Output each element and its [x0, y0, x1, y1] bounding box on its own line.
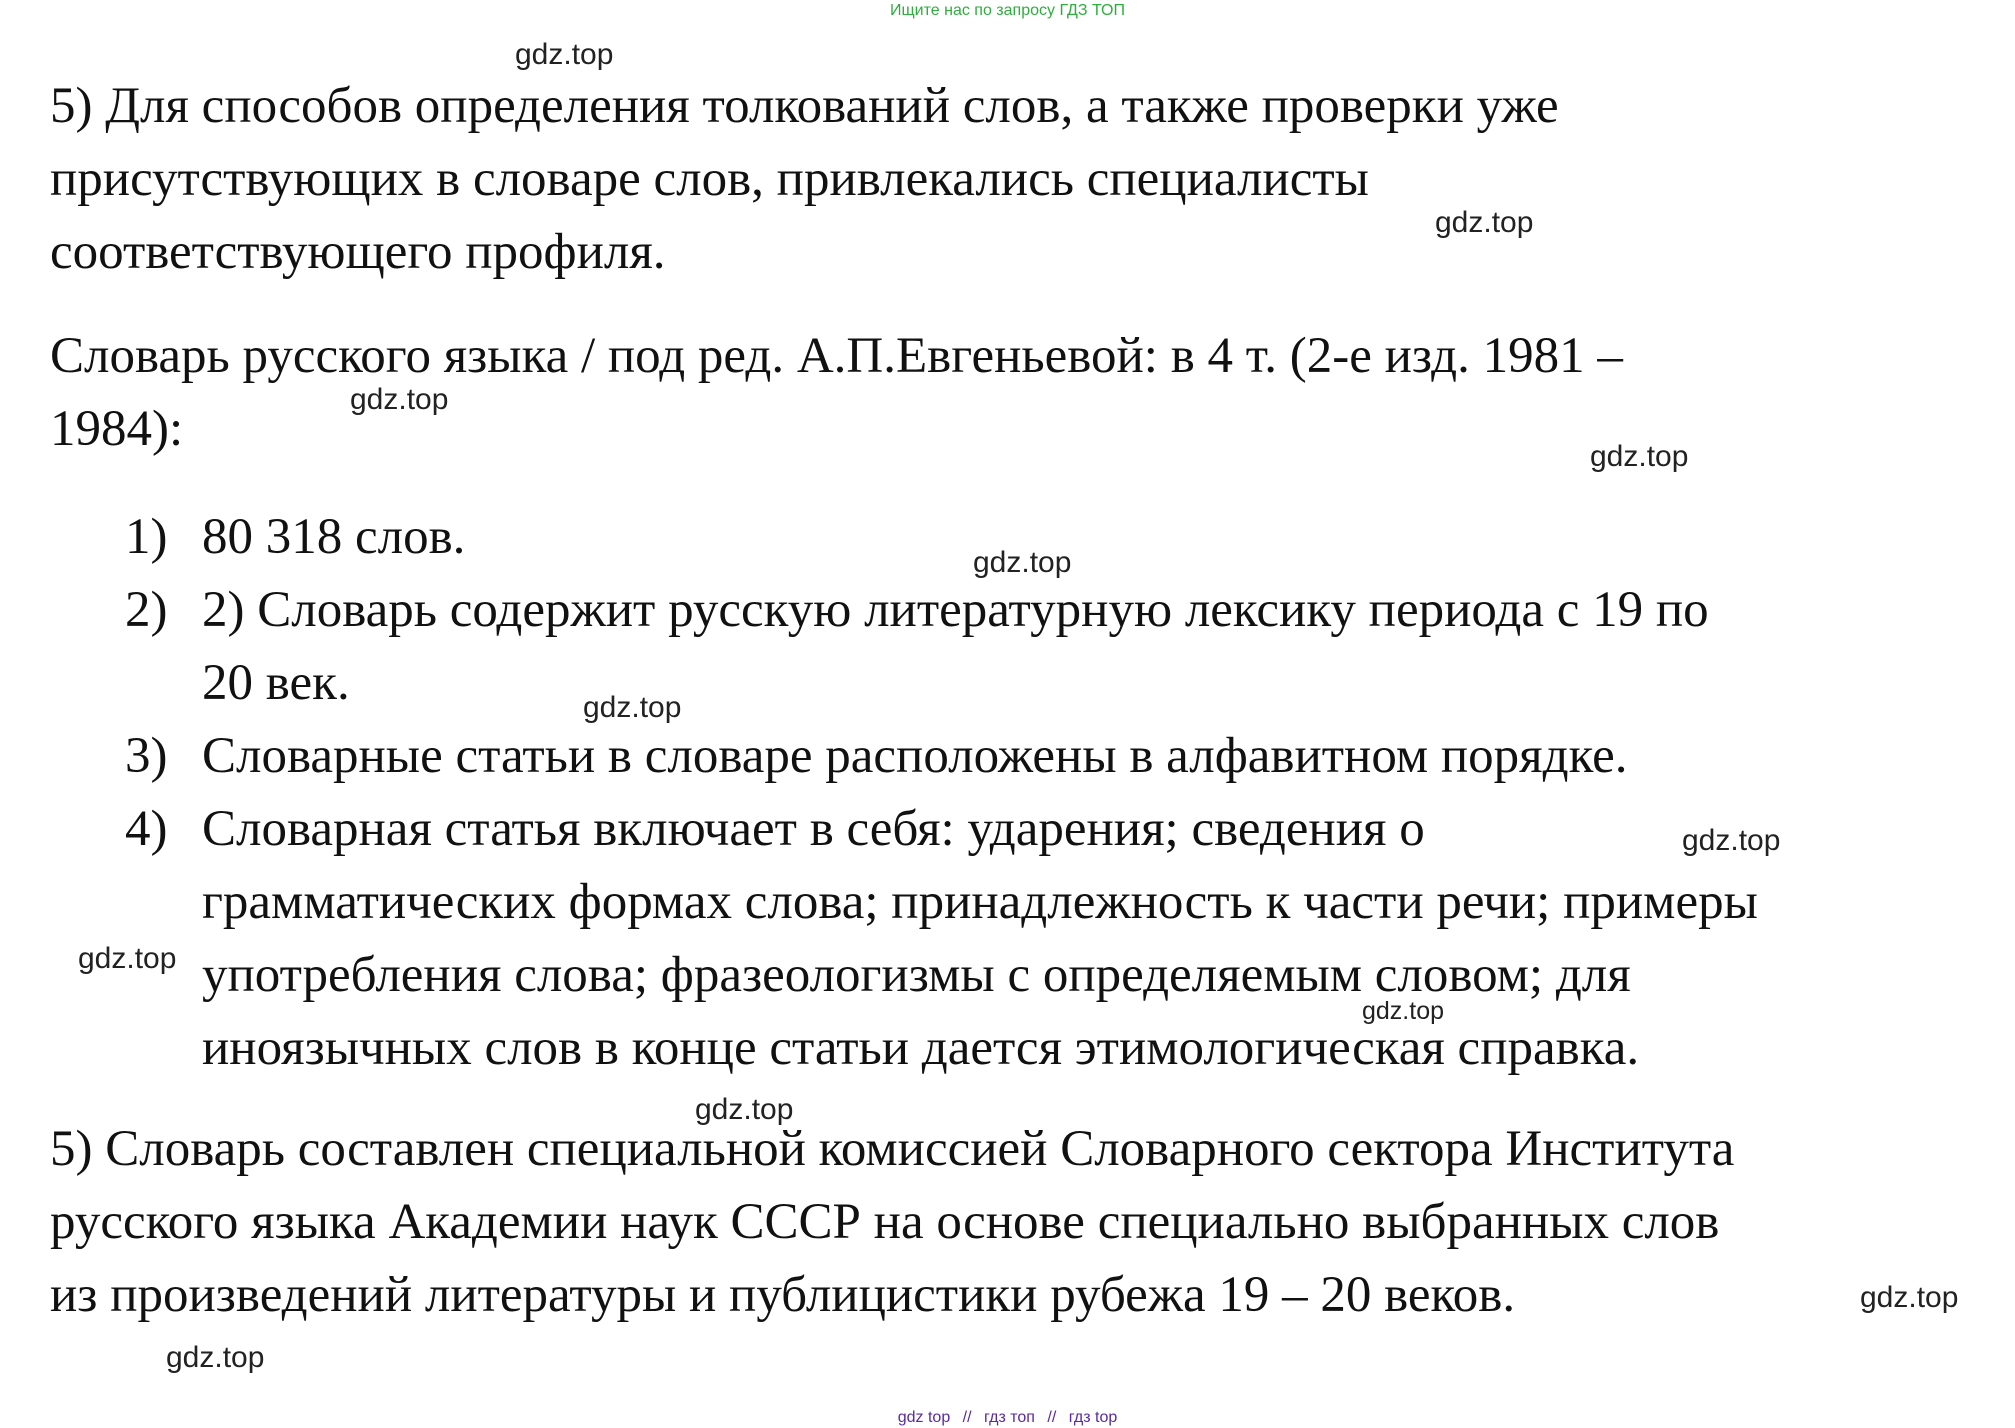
watermark-text: gdz.top	[1682, 824, 1781, 857]
watermark-text: gdz.top	[1860, 1281, 1959, 1314]
watermark-text: gdz.top	[583, 691, 682, 724]
text-line: 5) Для способов определения толкований слов, а также проверки уже	[50, 78, 1559, 134]
text-line: русского языка Академии наук СССР на основе специально выбранных слов	[50, 1194, 1720, 1250]
footer-links	[0, 1408, 2015, 1428]
watermark-text: gdz.top	[78, 942, 177, 975]
list-item	[125, 574, 2005, 720]
text-line: соответствующего профиля.	[50, 224, 666, 280]
text-line: 1984):	[50, 401, 184, 457]
text-line: Словарь русского языка / под ред. А.П.Евгеньевой: в 4 т. (2-е изд. 1981 –	[50, 328, 1623, 384]
text-line: иноязычных слов в конце статьи дается этимологическая справка.	[202, 1020, 1640, 1076]
watermark-text: gdz.top	[350, 383, 449, 416]
text-line: 20 век.	[202, 655, 350, 711]
list-number: 1)	[125, 509, 168, 565]
watermark-text: gdz.top	[1590, 440, 1689, 473]
text-line: употребления слова; фразеологизмы с определяемым словом; для	[202, 947, 1631, 1003]
watermark-text: gdz.top	[973, 546, 1072, 579]
text-line: 5) Словарь составлен специальной комиссией Словарного сектора Института	[50, 1121, 1735, 1177]
paragraph-conclusion	[50, 1113, 2000, 1332]
text-line: из произведений литературы и публицистики рубежа 19 – 20 веков.	[50, 1267, 1516, 1323]
paragraph-dictionary-title	[50, 320, 2000, 466]
text-line: 2) Словарь содержит русскую литературную лексику периода с 19 по	[202, 582, 1709, 638]
text-line: Словарные статьи в словаре расположены в алфавитном порядке.	[202, 728, 1628, 784]
watermark-text: gdz.top	[1362, 997, 1445, 1025]
text-line: 80 318 слов.	[202, 509, 466, 565]
list-number: 3)	[125, 728, 168, 784]
list-number: 2)	[125, 582, 168, 638]
footer-separator: //	[1047, 1409, 1057, 1426]
paragraph-intro	[50, 70, 2000, 289]
text-line: грамматических формах слова; принадлежность к части речи; примеры	[202, 874, 1758, 930]
watermark-text: gdz.top	[695, 1093, 794, 1126]
numbered-list	[125, 501, 2005, 1085]
footer-separator: //	[962, 1409, 972, 1426]
list-item	[125, 720, 2005, 793]
text-line: Словарная статья включает в себя: ударения; сведения о	[202, 801, 1425, 857]
list-number: 4)	[125, 801, 168, 857]
footer-link[interactable]: гдз топ	[984, 1409, 1035, 1426]
text-line: присутствующих в словаре слов, привлекались специалисты	[50, 151, 1369, 207]
watermark-text: gdz.top	[1435, 206, 1534, 239]
watermark-text: gdz.top	[515, 38, 614, 71]
footer-link[interactable]: гдз top	[1068, 1409, 1118, 1426]
top-banner[interactable]: Ищите нас по запросу ГДЗ ТОП	[890, 2, 1125, 19]
footer-link[interactable]: gdz top	[897, 1409, 951, 1426]
watermark-text: gdz.top	[166, 1341, 265, 1374]
